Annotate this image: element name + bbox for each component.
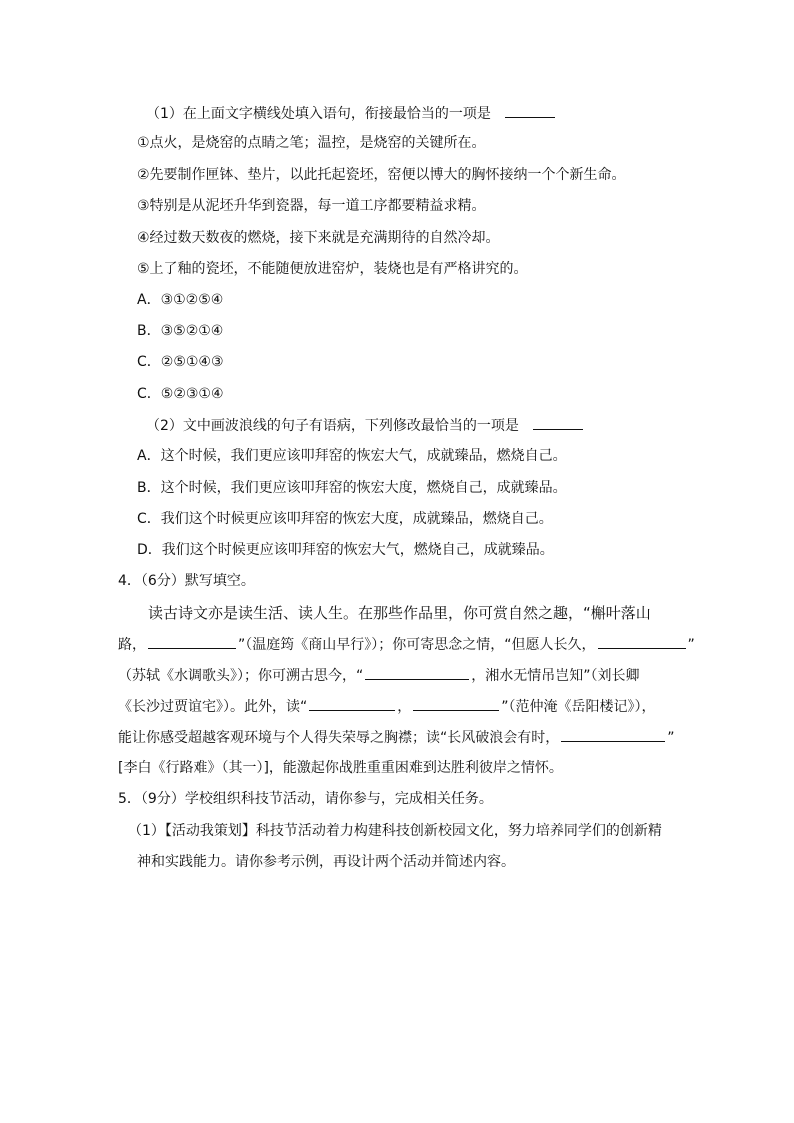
q4-line-5 [118, 727, 675, 748]
q4-line-3 [118, 665, 640, 686]
sentence-2: ②先要制作匣钵、垫片，以此托起瓷坯，窑便以博大的胸怀接纳一个个新生命。 [137, 167, 626, 183]
q4-line-1: 读古诗文亦是读生活、读人生。在那些作品里，你可赏自然之趣，“槲叶落山 [148, 604, 651, 622]
option-c[interactable]: C．②⑤①④③ [137, 354, 224, 370]
q4-line-2 [118, 634, 695, 655]
q4-line-6: [李白《行路难》（其一）]，能激起你战胜重重困难到达胜利彼岸之情怀。 [118, 760, 563, 776]
answer-blank[interactable] [505, 103, 555, 118]
fill-blank-4[interactable] [309, 696, 395, 711]
q4-line-3a: （苏轼《水调歌头》）；你可溯古思今，“ [118, 668, 364, 684]
q4-line-3b: ，湘水无情吊岂知”（刘长卿 [471, 668, 640, 684]
q4-line-2a: 路， [118, 637, 146, 653]
q4-heading: 4．（6分）默写填空。 [118, 573, 255, 589]
q5-sub1-line-1: （1）【活动我策划】科技节活动着力构建科技创新校园文化，努力培养同学们的创新精 [128, 823, 662, 839]
option-b[interactable]: B．③⑤②①④ [137, 323, 224, 339]
sentence-3: ③特别是从泥坯升华到瓷器，每一道工序都要精益求精。 [137, 198, 486, 214]
sentence-4: ④经过数天数夜的燃烧，接下来就是充满期待的自然冷却。 [137, 230, 500, 246]
sub2-option-d[interactable]: D．我们这个时候更应该叩拜窑的恢宏大气，燃烧自己，成就臻品。 [137, 542, 554, 558]
q4-line-5a: 能让你感受超越客观环境与个人得失荣辱之胸襟；读“长风破浪会有时， [118, 730, 560, 746]
sentence-1: ①点火，是烧窑的点睛之笔；温控，是烧窑的关键所在。 [137, 135, 486, 151]
q5-heading: 5．（9分）学校组织科技节活动，请你参与，完成相关任务。 [118, 791, 493, 807]
option-a[interactable]: A．③①②⑤④ [137, 292, 224, 308]
q4-line-4 [118, 696, 656, 717]
sub2-option-b[interactable]: B．这个时候，我们更应该叩拜窑的恢宏大度，燃烧自己，成就臻品。 [137, 480, 567, 496]
answer-blank[interactable] [533, 415, 583, 430]
q4-line-4a: 《长沙过贾谊宅》）。此外，读“ [118, 699, 308, 715]
fill-blank-2[interactable] [598, 634, 686, 649]
q4-line-5b: ” [667, 730, 675, 746]
q4-line-4c: ”（范仲淹《岳阳楼记》）， [501, 699, 656, 715]
option-c2[interactable]: C．⑤②③①④ [137, 386, 224, 402]
q4-line-4b: ， [397, 699, 412, 715]
q4-line-2c: ” [687, 637, 695, 653]
q5-sub1-line-2: 神和实践能力。请你参考示例，再设计两个活动并简述内容。 [137, 854, 515, 870]
fill-blank-6[interactable] [561, 727, 665, 742]
fill-blank-1[interactable] [148, 634, 236, 649]
sentence-5: ⑤上了釉的瓷坯，不能随便放进窑炉，装烧也是有严格讲究的。 [137, 261, 528, 277]
q3-sub1-stem [146, 103, 557, 124]
q3-sub1-stem-text: （1）在上面文字横线处填入语句，衔接最恰当的一项是 [146, 106, 491, 122]
q3-sub2-stem-text: （2）文中画波浪线的句子有语病，下列修改最恰当的一项是 [146, 418, 519, 434]
fill-blank-5[interactable] [413, 696, 499, 711]
sub2-option-c[interactable]: C．我们这个时候更应该叩拜窑的恢宏大度，成就臻品，燃烧自己。 [137, 511, 553, 527]
q3-sub2-stem [146, 415, 585, 436]
q4-line-2b: ”（温庭筠《商山早行》）；你可寄思念之情，“但愿人长久， [238, 637, 596, 653]
sub2-option-a[interactable]: A．这个时候，我们更应该叩拜窑的恢宏大气，成就臻品，燃烧自己。 [137, 448, 567, 464]
fill-blank-3[interactable] [365, 665, 469, 680]
